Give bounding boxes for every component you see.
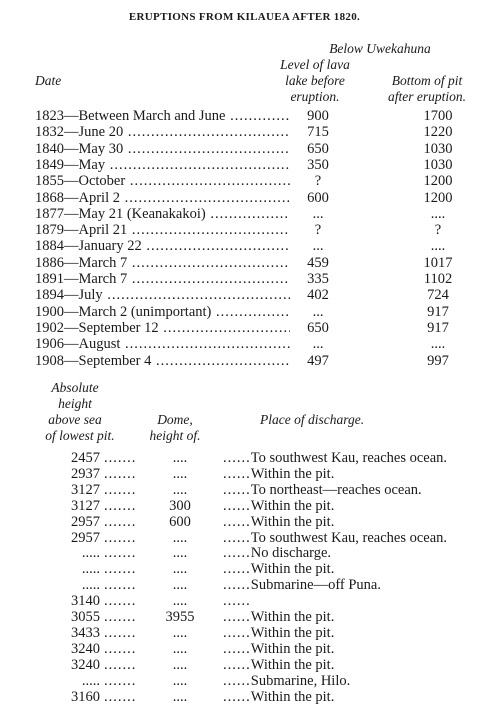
row-place: ......Within the pit. (223, 609, 335, 625)
row-pit-bottom: ? (434, 222, 442, 239)
row-lake-level: ... (293, 238, 343, 254)
row-absolute-height: ..... (81, 545, 100, 562)
row-lake-level: 900 (293, 108, 343, 124)
leader-dots: ....... (104, 656, 137, 673)
row-pit-bottom: 1102 (423, 271, 453, 287)
row-place: ......Within the pit. (223, 513, 335, 530)
row-dome-height: 300 (169, 497, 191, 514)
col-abs-line1: Absolute (51, 380, 99, 395)
row-place: ......To southwest Kau, reaches ocean. (223, 450, 448, 466)
row-place: ......Within the pit. (223, 688, 335, 705)
row-date: 1884—January 22 ..... (35, 238, 290, 254)
row-pit-bottom: 1220 (423, 124, 453, 141)
row-date: 1894—July ..... (35, 287, 290, 303)
row-lake-level: 335 (293, 271, 343, 287)
row-lake-level: 650 (293, 141, 343, 157)
row-absolute-height: 3127 (71, 481, 100, 498)
row-place-text: To southwest Kau, reaches ocean. (250, 529, 448, 546)
row-dome-height: .... (172, 529, 188, 546)
row-place-text: Within the pit. (250, 688, 335, 705)
col-lake-line3: eruption. (290, 89, 340, 104)
row-dome-height: .... (172, 688, 188, 705)
row-pit-bottom: 917 (427, 319, 449, 336)
col-abs-line4: of lowest pit. (45, 428, 115, 443)
row-lake-level: 600 (293, 190, 343, 206)
leader-dots: ....... (104, 513, 137, 530)
leader-dots: ....... (104, 672, 137, 689)
row-absolute-height: 3127 (71, 497, 100, 514)
row-date: 1877—May 21 (Keanakakoi) ..... (35, 206, 290, 222)
row-dome-height: .... (172, 656, 188, 673)
row-absolute-height: 2957 (71, 529, 100, 546)
row-dome-height: .... (172, 450, 188, 466)
row-lake-level: ? (293, 173, 343, 189)
row-date: 1840—May 30 ..... (35, 141, 290, 157)
row-date: 1886—March 7 ..... (35, 255, 290, 271)
row-place: ......Within the pit. (223, 640, 335, 657)
row-place: ......No discharge. (223, 545, 332, 562)
row-place-text: Within the pit. (250, 497, 335, 514)
leader-dots: ....... (104, 624, 137, 641)
col-abs-line2: height (58, 396, 92, 411)
leader-dots: ....... (104, 481, 137, 498)
row-lake-level: 497 (293, 353, 343, 369)
row-place-text: To southwest Kau, reaches ocean. (250, 450, 448, 466)
row-dome-height: .... (172, 640, 188, 657)
row-date: 1849—May ..... (35, 157, 290, 173)
row-lake-level: ? (293, 222, 343, 238)
row-absolute-height: ..... (81, 561, 100, 578)
leader-dots: ....... (104, 529, 137, 546)
row-date: 1891—March 7 ..... (35, 271, 290, 287)
row-place-text: Submarine—off Puna. (250, 577, 381, 594)
row-place-text: Within the pit. (250, 624, 335, 641)
row-absolute-height: 3160 (71, 688, 100, 705)
row-pit-bottom: 1200 (423, 189, 453, 206)
row-place: ......To northeast—reaches ocean. (223, 481, 422, 498)
row-lake-level: ... (293, 206, 343, 222)
row-date: 1855—October ..... (35, 173, 290, 189)
row-date: 1879—April 21 ..... (35, 222, 290, 238)
row-pit-bottom: 724 (427, 287, 449, 304)
row-place-text: Within the pit. (250, 656, 335, 673)
leader-dots: ....... (104, 497, 137, 514)
row-dome-height: .... (172, 465, 188, 482)
row-pit-bottom: 917 (427, 303, 449, 320)
row-dome-height: .... (172, 593, 188, 610)
col-abs-line3: above sea (48, 412, 102, 427)
row-date: 1906—August ..... (35, 336, 290, 352)
row-absolute-height: 3055 (71, 609, 100, 625)
leader-dots: ....... (104, 450, 137, 466)
row-place: ......Submarine, Hilo. (223, 672, 351, 689)
row-place-text: No discharge. (250, 545, 332, 562)
row-place: ......Within the pit. (223, 465, 335, 482)
row-lake-level: 715 (293, 124, 343, 140)
col-pit-line1: Bottom of pit (391, 73, 463, 88)
row-lake-level: 459 (293, 255, 343, 271)
row-pit-bottom: 1017 (423, 254, 453, 271)
leader-dots: ....... (104, 593, 137, 610)
row-pit-bottom: .... (430, 238, 446, 255)
row-date: 1832—June 20 ..... (35, 124, 290, 140)
leader-dots: ....... (104, 688, 137, 705)
row-place-text: Within the pit. (250, 640, 335, 657)
row-absolute-height: 3140 (71, 593, 100, 610)
row-place: ......Within the pit. (223, 656, 335, 673)
row-place-text: Within the pit. (250, 513, 335, 530)
row-absolute-height: 2457 (71, 450, 100, 466)
leader-dots: ....... (104, 609, 137, 625)
row-pit-bottom: 997 (427, 352, 449, 369)
row-place-text: Within the pit. (250, 561, 335, 578)
row-dome-height: .... (172, 545, 188, 562)
row-absolute-height: ..... (81, 577, 100, 594)
row-dome-height: 3955 (165, 609, 195, 625)
row-place-text: Submarine, Hilo. (250, 672, 351, 689)
row-place: ...... (223, 593, 251, 610)
col-place-header: Place of discharge. (260, 412, 365, 427)
row-date: 1908—September 4 ..... (35, 353, 290, 369)
row-pit-bottom: 1700 (423, 108, 453, 124)
row-dome-height: .... (172, 561, 188, 578)
row-lake-level: 402 (293, 287, 343, 303)
leader-dots: ....... (104, 561, 137, 578)
row-absolute-height: 2957 (71, 513, 100, 530)
row-place: ......Within the pit. (223, 497, 335, 514)
leader-dots: ....... (104, 545, 137, 562)
row-place-text: To northeast—reaches ocean. (250, 481, 422, 498)
row-dome-height: .... (172, 672, 188, 689)
row-place: ......Within the pit. (223, 561, 335, 578)
row-pit-bottom: .... (430, 336, 446, 353)
row-dome-height: 600 (169, 513, 191, 530)
row-date: 1902—September 12 ..... (35, 320, 290, 336)
col-dome-line1: Dome, (157, 412, 193, 427)
row-pit-bottom: 1200 (423, 173, 453, 190)
row-pit-bottom: 1030 (423, 140, 453, 157)
row-lake-level: 650 (293, 320, 343, 336)
row-dome-height: .... (172, 481, 188, 498)
page-title: ERUPTIONS FROM KILAUEA AFTER 1820. (128, 11, 361, 23)
row-dome-height: .... (172, 577, 188, 594)
row-date: 1900—March 2 (unimportant) ..... (35, 304, 290, 320)
header-below-uwekahuna: Below Uwekahuna (329, 41, 431, 56)
row-absolute-height: 3433 (71, 624, 100, 641)
row-absolute-height: ..... (81, 672, 100, 689)
row-absolute-height: 3240 (71, 656, 100, 673)
row-place-text: Within the pit. (250, 609, 335, 625)
row-absolute-height: 3240 (71, 640, 100, 657)
row-lake-level: 350 (293, 157, 343, 173)
row-place: ......Submarine—off Puna. (223, 577, 381, 594)
leader-dots: ....... (104, 465, 137, 482)
row-lake-level: ... (293, 336, 343, 352)
row-lake-level: ... (293, 304, 343, 320)
row-pit-bottom: 1030 (423, 156, 453, 173)
row-date: 1823—Between March and June ..... (35, 108, 290, 124)
col-lake-line2: lake before (285, 73, 345, 88)
row-place: ......Within the pit. (223, 624, 335, 641)
col-pit-line2: after eruption. (388, 89, 466, 104)
row-absolute-height: 2937 (71, 465, 100, 482)
col-date-header: Date (35, 73, 62, 88)
row-place-text: Within the pit. (250, 465, 335, 482)
row-date: 1868—April 2 ..... (35, 190, 290, 206)
col-lake-line1: Level of lava (280, 57, 350, 72)
col-dome-line2: height of. (149, 428, 201, 443)
row-place: ......To southwest Kau, reaches ocean. (223, 529, 448, 546)
row-pit-bottom: .... (430, 205, 446, 222)
row-dome-height: .... (172, 624, 188, 641)
leader-dots: ....... (104, 577, 137, 594)
leader-dots: ....... (104, 640, 137, 657)
